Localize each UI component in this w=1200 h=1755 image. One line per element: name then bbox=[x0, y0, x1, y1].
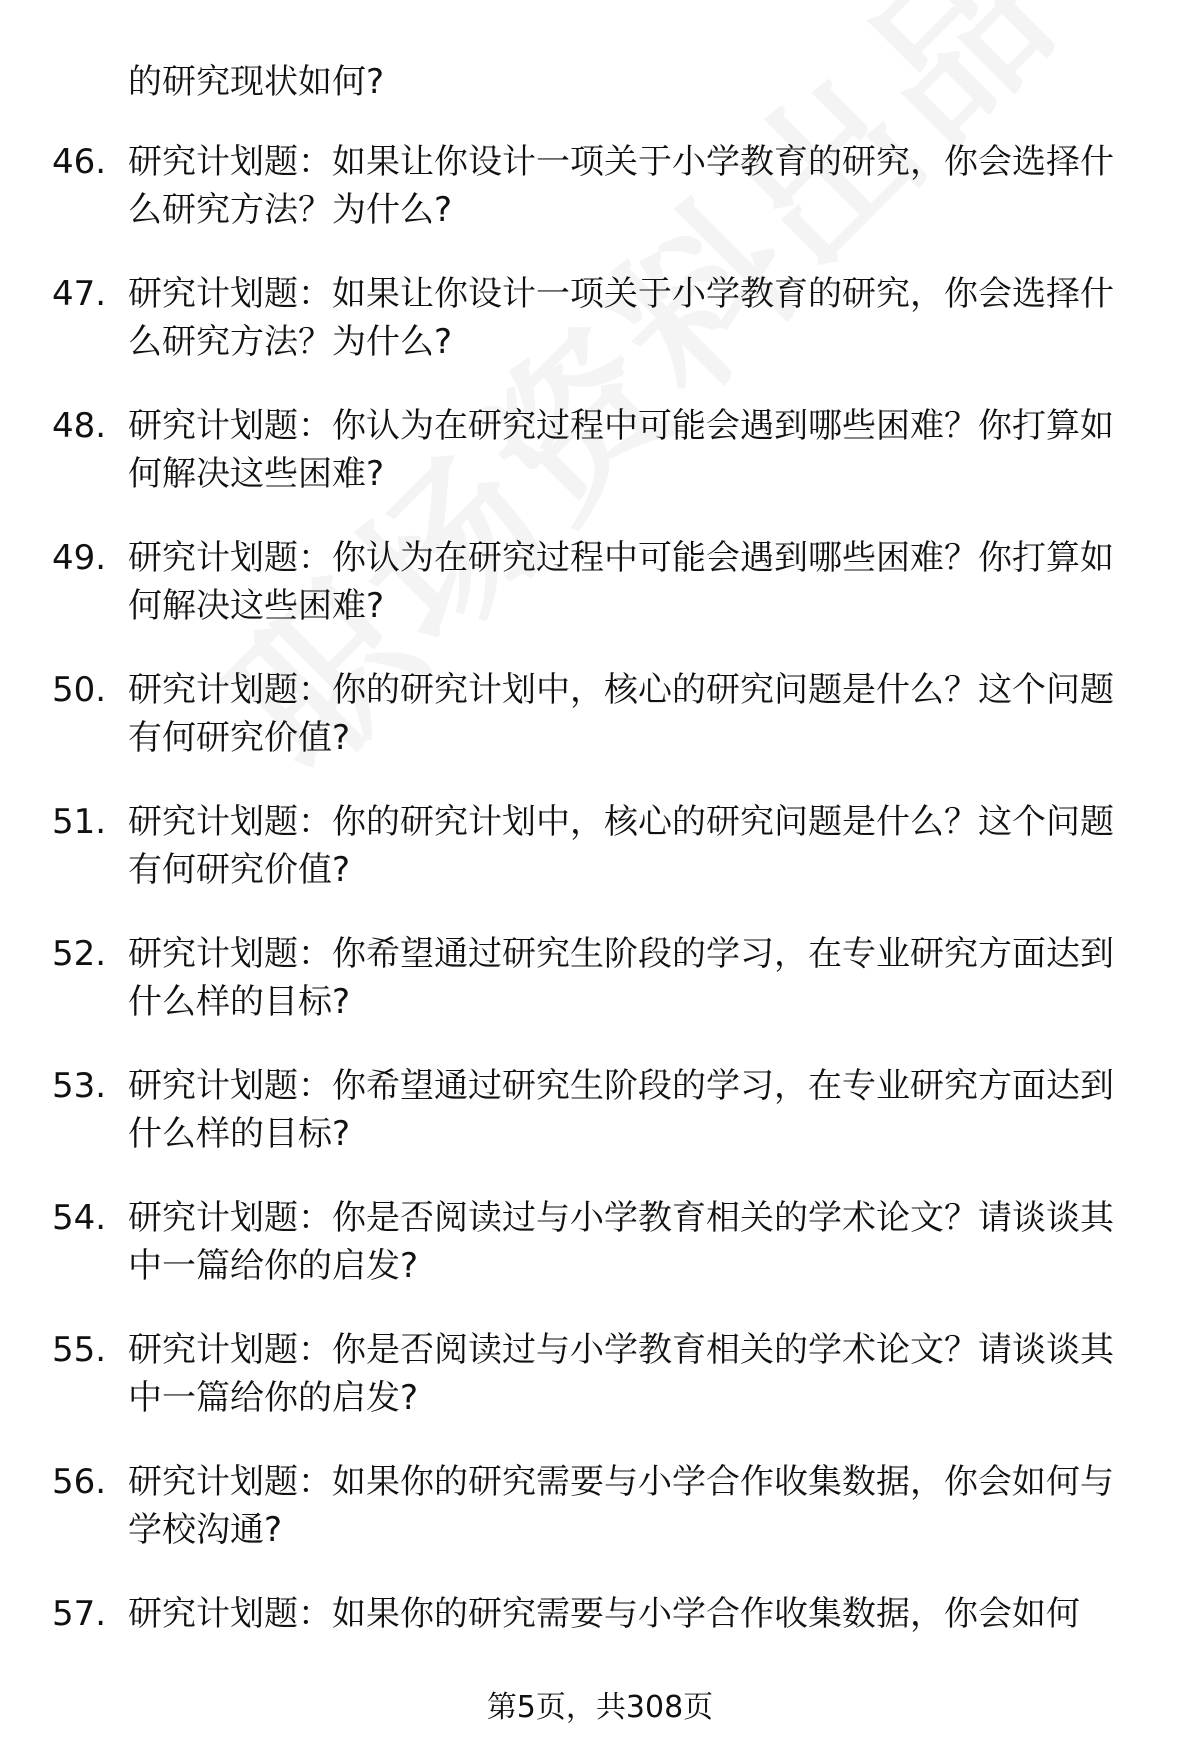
question-number: 54. bbox=[52, 1198, 107, 1238]
question-item bbox=[0, 1326, 1200, 1458]
question-number: 56. bbox=[52, 1462, 107, 1502]
question-item bbox=[0, 930, 1200, 1062]
question-number: 48. bbox=[52, 406, 107, 446]
question-text: 研究计划题：你的研究计划中，核心的研究问题是什么？这个问题有何研究价值? bbox=[128, 670, 1114, 758]
question-text: 研究计划题：如果让你设计一项关于小学教育的研究，你会选择什么研究方法？为什么? bbox=[128, 274, 1114, 362]
page-footer: 第5页，共308页 bbox=[486, 1690, 714, 1725]
question-text: 研究计划题：如果你的研究需要与小学合作收集数据，你会如何与学校沟通? bbox=[128, 1462, 1114, 1550]
question-number: 57. bbox=[52, 1594, 107, 1634]
question-text: 研究计划题：你认为在研究过程中可能会遇到哪些困难？你打算如何解决这些困难? bbox=[128, 406, 1114, 494]
continuation-text: 的研究现状如何? bbox=[128, 62, 385, 102]
question-number: 53. bbox=[52, 1066, 107, 1106]
question-text: 研究计划题：你是否阅读过与小学教育相关的学术论文？请谈谈其中一篇给你的启发? bbox=[128, 1198, 1114, 1286]
question-item bbox=[0, 798, 1200, 930]
question-item bbox=[0, 534, 1200, 666]
question-number: 46. bbox=[52, 142, 107, 182]
question-number: 51. bbox=[52, 802, 107, 842]
question-number: 50. bbox=[52, 670, 107, 710]
question-item bbox=[0, 1062, 1200, 1194]
question-number: 47. bbox=[52, 274, 107, 314]
question-text: 研究计划题：你的研究计划中，核心的研究问题是什么？这个问题有何研究价值? bbox=[128, 802, 1114, 890]
question-item bbox=[0, 402, 1200, 534]
question-number: 49. bbox=[52, 538, 107, 578]
question-text: 研究计划题：你希望通过研究生阶段的学习，在专业研究方面达到什么样的目标? bbox=[128, 934, 1114, 1022]
question-item bbox=[0, 666, 1200, 798]
question-text: 研究计划题：你是否阅读过与小学教育相关的学术论文？请谈谈其中一篇给你的启发? bbox=[128, 1330, 1114, 1418]
question-text: 研究计划题：如果你的研究需要与小学合作收集数据，你会如何 bbox=[128, 1594, 1080, 1634]
question-item bbox=[0, 1458, 1200, 1590]
question-text: 研究计划题：你认为在研究过程中可能会遇到哪些困难？你打算如何解决这些困难? bbox=[128, 538, 1114, 626]
question-text: 研究计划题：你希望通过研究生阶段的学习，在专业研究方面达到什么样的目标? bbox=[128, 1066, 1114, 1154]
question-item bbox=[0, 138, 1200, 270]
question-item bbox=[0, 1194, 1200, 1326]
question-list bbox=[0, 138, 1200, 1722]
question-text: 研究计划题：如果让你设计一项关于小学教育的研究，你会选择什么研究方法？为什么? bbox=[128, 142, 1114, 230]
question-item bbox=[0, 270, 1200, 402]
question-number: 55. bbox=[52, 1330, 107, 1370]
question-number: 52. bbox=[52, 934, 107, 974]
